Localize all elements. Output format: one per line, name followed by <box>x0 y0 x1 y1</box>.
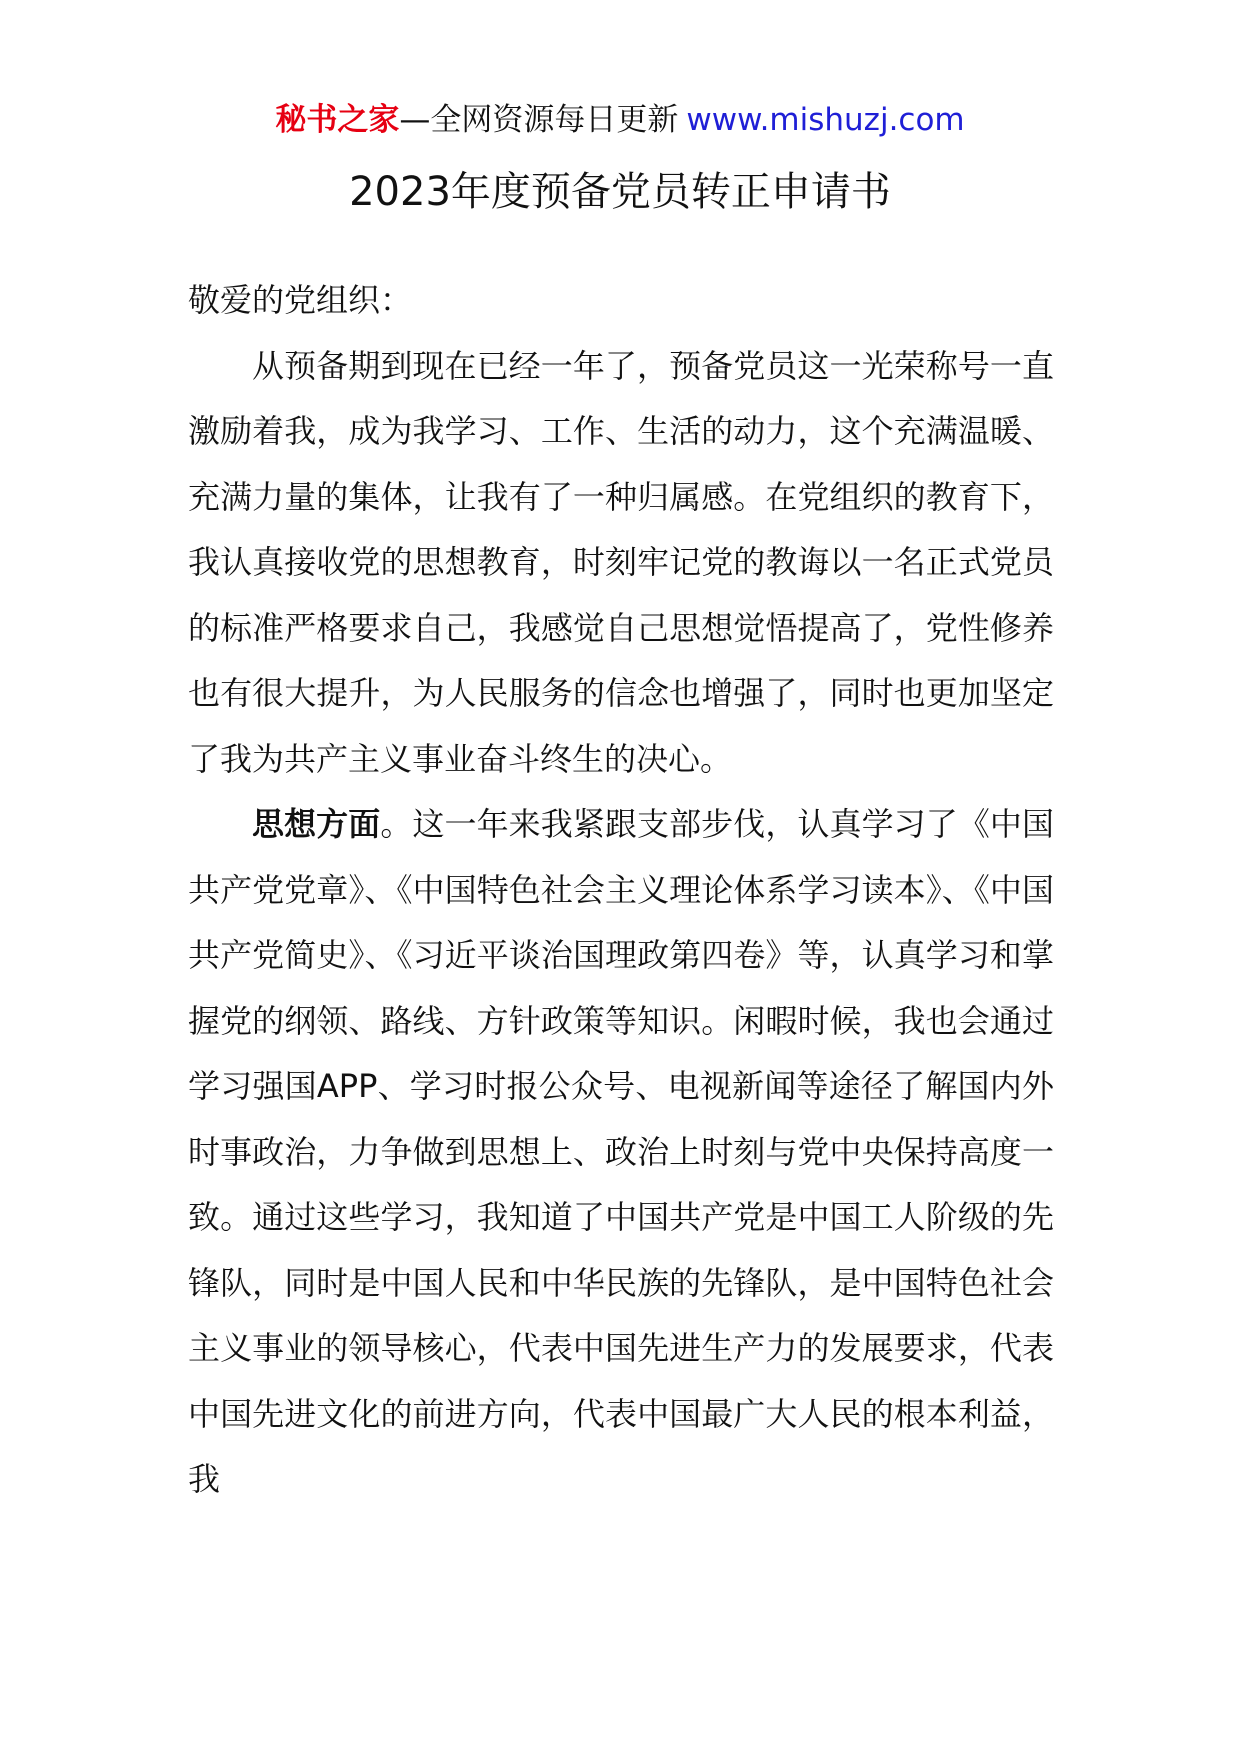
salutation: 敬爱的党组织： <box>188 281 413 319</box>
header-tagline: —全网资源每日更新 <box>399 102 679 138</box>
site-header <box>0 100 1240 140</box>
document-body <box>188 268 1054 1513</box>
document-title: 2023年度预备党员转正申请书 <box>349 169 891 215</box>
paragraph-intro <box>188 334 1054 793</box>
brand-name: 秘书之家 <box>275 102 400 138</box>
paragraph-ideology <box>188 792 1054 1513</box>
site-url-link[interactable]: www.mishuzj.com <box>686 102 965 138</box>
paragraph-lead: 思想方面 <box>252 805 381 843</box>
paragraph-text: 。这一年来我紧跟支部步伐，认真学习了《中国共产党党章》、《中国特色社会主义理论体系学习读本》、《中国共产党简史》、《习近平谈治国理政第四卷》等，认真学习和掌握党的纲领、路线、方针政策等知识。闲暇时候，我也会通过学习强国APP、学习时报公众号、电视新闻等途径了解国内外时事政治，力争做到思想上、政治上时刻与党中央保持高度一致。通过这些学习，我知道了中国共产党是中国工人阶级的先锋队，同时是中国人民和中华民族的先锋队，是中国特色社会主义事业的领导核心，代表中国先进生产力的发展要求，代表中国先进文化的前进方向，代表中国最广大人民的根本利益，我 <box>188 805 1054 1498</box>
paragraph-text: 从预备期到现在已经一年了，预备党员这一光荣称号一直激励着我，成为我学习、工作、生活的动力，这个充满温暖、充满力量的集体，让我有了一种归属感。在党组织的教育下，我认真接收党的思想教育，时刻牢记党的教诲以一名正式党员的标准严格要求自己，我感觉自己思想觉悟提高了，党性修养也有很大提升，为人民服务的信念也增强了，同时也更加坚定了我为共产主义事业奋斗终生的决心。 <box>188 346 1054 778</box>
